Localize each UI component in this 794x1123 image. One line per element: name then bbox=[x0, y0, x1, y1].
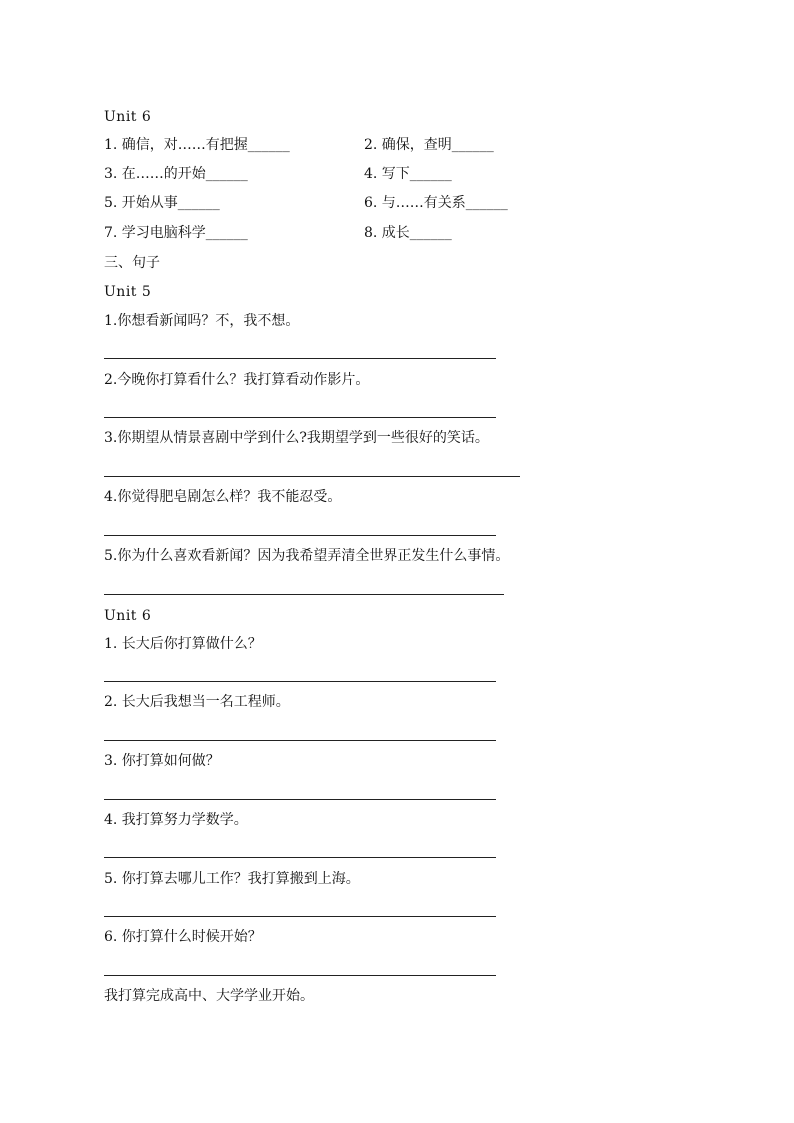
answer-line[interactable] bbox=[104, 535, 496, 536]
vocab-item-8: 8. 成长______ bbox=[364, 225, 452, 241]
unit5-sentence-2: 2.今晚你打算看什么？我打算看动作影片。 bbox=[104, 372, 370, 388]
answer-line[interactable] bbox=[104, 681, 496, 682]
answer-line[interactable] bbox=[104, 417, 496, 418]
unit6-sentence-4: 4. 我打算努力学数学。 bbox=[104, 812, 248, 828]
unit5-heading: Unit 5 bbox=[104, 284, 152, 300]
answer-line[interactable] bbox=[104, 740, 496, 741]
answer-line[interactable] bbox=[104, 594, 504, 595]
unit6-sentence-5: 5. 你打算去哪儿工作？我打算搬到上海。 bbox=[104, 871, 360, 887]
unit5-sentence-1: 1.你想看新闻吗？不，我不想。 bbox=[104, 313, 300, 329]
vocab-item-6: 6. 与……有关系______ bbox=[364, 195, 508, 211]
vocab-item-7: 7. 学习电脑科学______ bbox=[104, 225, 248, 241]
unit5-sentence-5: 5.你为什么喜欢看新闻？因为我希望弄清全世界正发生什么事情。 bbox=[104, 548, 510, 564]
unit6-trailing-answer: 我打算完成高中、大学学业开始。 bbox=[104, 988, 314, 1004]
unit6-sentence-6: 6. 你打算什么时候开始？ bbox=[104, 929, 262, 945]
answer-line[interactable] bbox=[104, 476, 520, 477]
vocab-item-1: 1. 确信，对……有把握______ bbox=[104, 137, 290, 153]
unit5-sentence-3: 3.你期望从情景喜剧中学到什么?我期望学到一些很好的笑话。 bbox=[104, 430, 489, 446]
answer-line[interactable] bbox=[104, 358, 496, 359]
unit6-heading: Unit 6 bbox=[104, 608, 152, 624]
vocab-item-3: 3. 在……的开始______ bbox=[104, 166, 248, 182]
unit6-sentence-3: 3. 你打算如何做？ bbox=[104, 753, 220, 769]
unit6-sentence-2: 2. 长大后我想当一名工程师。 bbox=[104, 694, 290, 710]
vocab-item-2: 2. 确保，查明______ bbox=[364, 137, 494, 153]
vocab-item-5: 5. 开始从事______ bbox=[104, 195, 220, 211]
answer-line[interactable] bbox=[104, 857, 496, 858]
unit5-sentence-4: 4.你觉得肥皂剧怎么样？我不能忍受。 bbox=[104, 489, 342, 505]
answer-line[interactable] bbox=[104, 975, 496, 976]
answer-line[interactable] bbox=[104, 799, 496, 800]
unit6-vocab-heading: Unit 6 bbox=[104, 109, 152, 125]
unit6-sentence-1: 1. 长大后你打算做什么？ bbox=[104, 636, 262, 652]
answer-line[interactable] bbox=[104, 916, 496, 917]
vocab-item-4: 4. 写下______ bbox=[364, 166, 452, 182]
section-heading-sentences: 三、句子 bbox=[104, 255, 160, 271]
